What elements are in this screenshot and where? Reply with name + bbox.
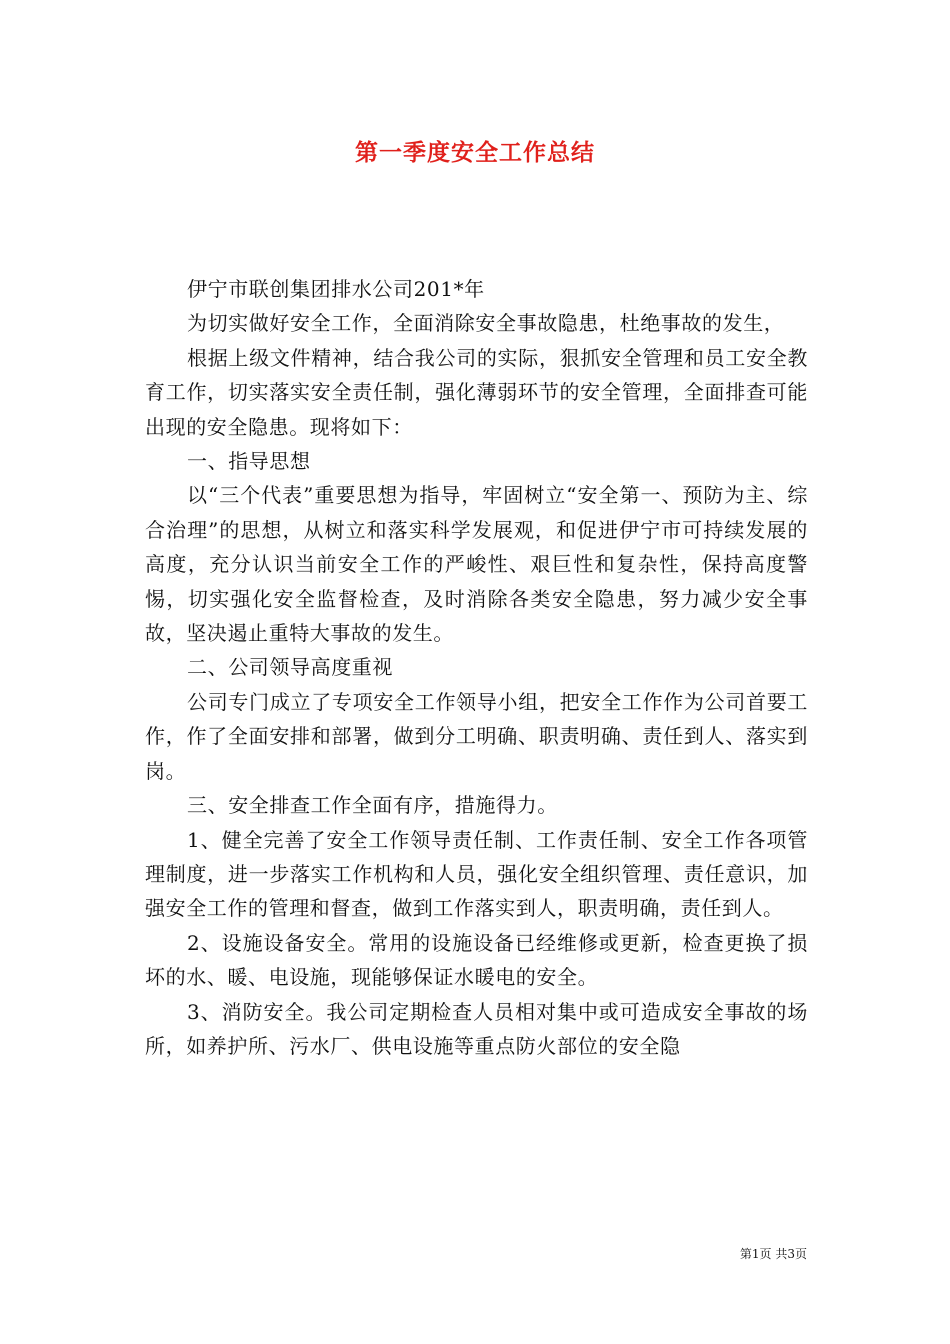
paragraph: 以“三个代表”重要思想为指导，牢固树立“安全第一、预防为主、综合治理”的思想，从树立和落实科学发展观，和促进伊宁市可持续发展的高度，充分认识当前安全工作的严峻性、艰巨性和复杂性，保持高度警惕，切实强化安全监督检查，及时消除各类安全隐患，努力减少安全事故，坚决遏止重特大事故的发生。 [145,483,808,646]
page-number: 第1页 共3页 [739,1247,807,1261]
paragraph: 公司专门成立了专项安全工作领导小组，把安全工作作为公司首要工作，作了全面安排和部署，做到分工明确、职责明确、责任到人、落实到岗。 [145,689,808,783]
paragraph: 1、健全完善了安全工作领导责任制、工作责任制、安全工作各项管理制度，进一步落实工作机构和人员，强化安全组织管理、责任意识，加强安全工作的管理和督查，做到工作落实到人，职责明确，责任到人。 [145,827,808,921]
paragraph: 3、消防安全。我公司定期检查人员相对集中或可造成安全事故的场所，如养护所、污水厂、供电设施等重点防火部位的安全隐 [145,999,808,1058]
section-heading: 二、公司领导高度重视 [187,655,393,680]
paragraph: 为切实做好安全工作，全面消除安全事故隐患，杜绝事故的发生， [187,311,785,336]
paragraph: 伊宁市联创集团排水公司201*年 [187,277,485,301]
section-heading: 一、指导思想 [187,449,311,474]
paragraph: 根据上级文件精神，结合我公司的实际，狠抓安全管理和员工安全教育工作，切实落实安全责任制，强化薄弱环节的安全管理，全面排查可能出现的安全隐患。现将如下： [145,345,808,439]
document-title: 第一季度安全工作总结 [355,140,595,166]
paragraph: 2、设施设备安全。常用的设施设备已经维修或更新，检查更换了损坏的水、暖、电设施，现能够保证水暖电的安全。 [145,930,808,990]
section-heading: 三、安全排查工作全面有序，措施得力。 [187,793,558,818]
document-body [145,272,808,1063]
